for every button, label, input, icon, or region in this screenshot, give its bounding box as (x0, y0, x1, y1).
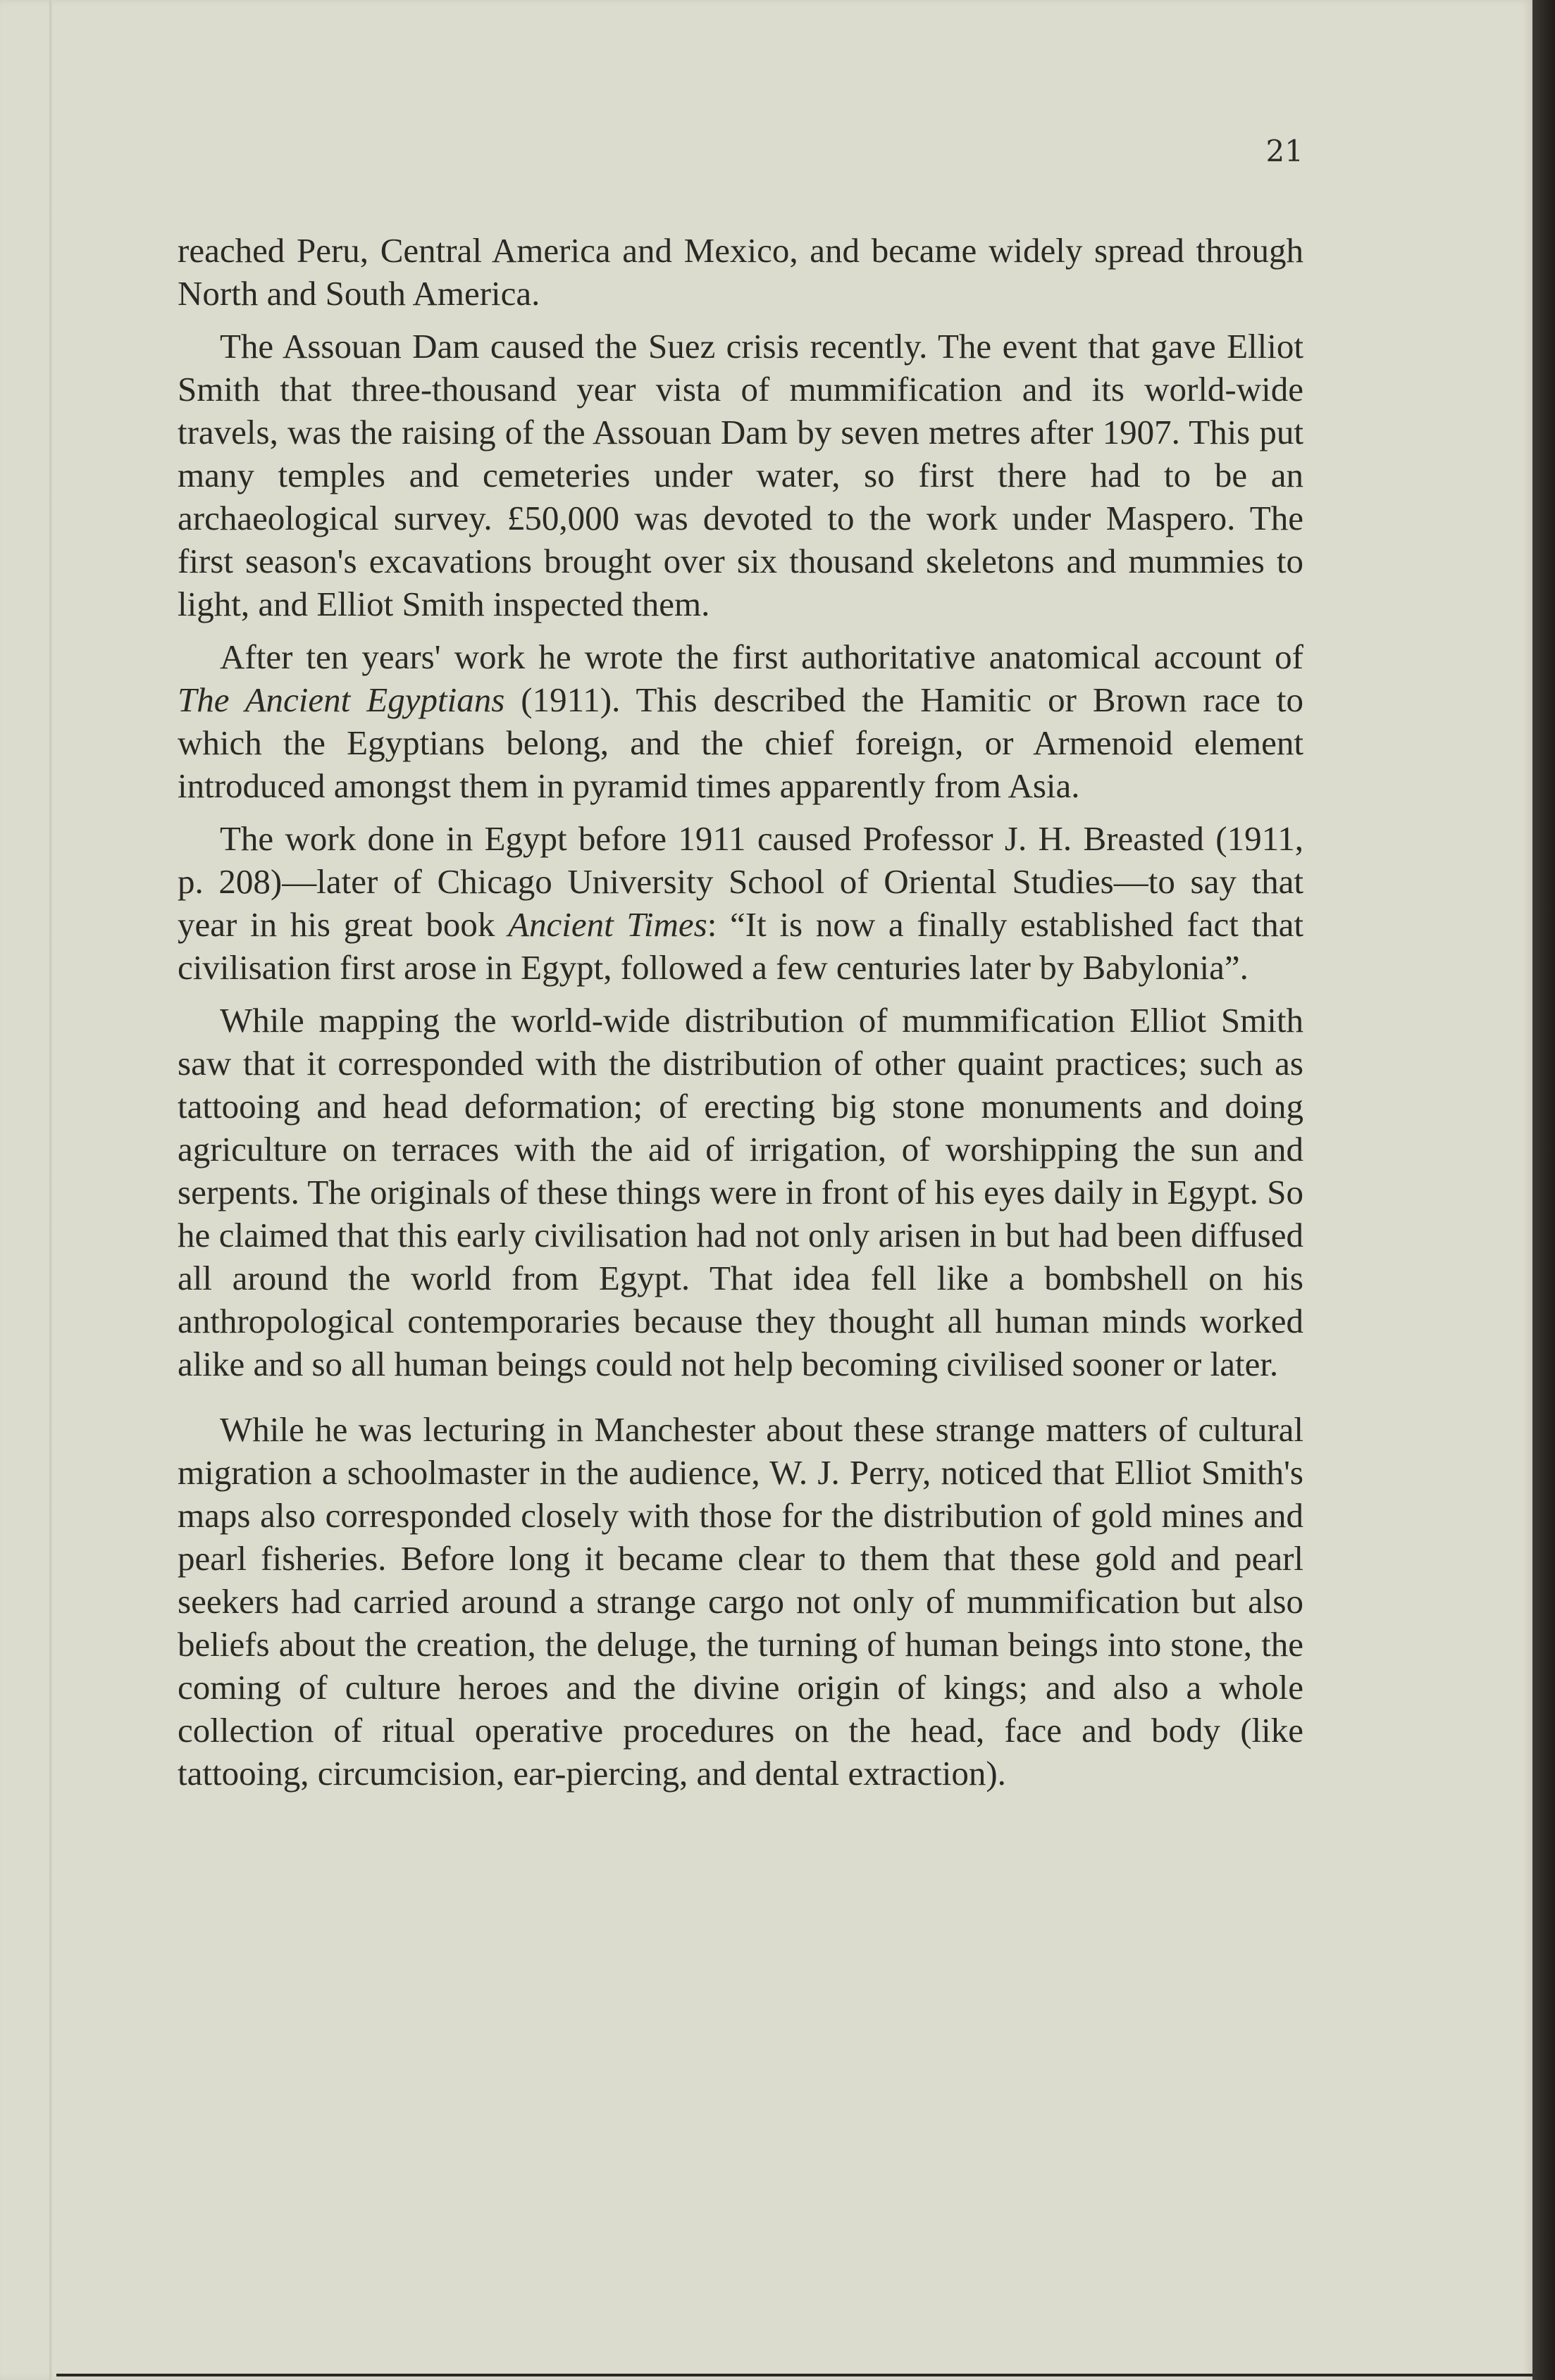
page-bottom-edge (56, 2374, 1532, 2376)
book-title-ancient-times: Ancient Times (508, 905, 707, 944)
paragraph-6: While he was lecturing in Manchester about these strange matters of cultural migration a schoolmaster in the audience, W. J. Perry, noticed that Elliot Smith's maps also corresponded closely with those for the distribution of gold mines and pearl fisheries. Before long it became clear to them that these gold and pearl seekers had carried around a strange cargo not only of mummification but also beliefs about the creation, the deluge, the turning of human beings into stone, the coming of culture heroes and the divine origin of kings; and also a whole collection of ritual operative procedures on the head, face and body (like tattooing, circumcision, ear-piercing, and dental extraction). (178, 1410, 1303, 1793)
paragraph-1: reached Peru, Central America and Mexico, and became widely spread through North and South America. (178, 231, 1303, 313)
book-cover-edge (1532, 0, 1555, 2380)
page-number: 21 (1265, 134, 1303, 168)
book-title-ancient-egyptians: The Ancient Egyptians (178, 680, 505, 719)
page-gutter-edge (49, 0, 52, 2380)
paragraph-4 (178, 817, 1303, 999)
paragraph-5: While mapping the world-wide distribution of mummification Elliot Smith saw that it corresponded with the distribution of other quaint practices; such as tattooing and head deformation; of erecting big stone monuments and doing agriculture on terraces with the aid of irrigation, of worshipping the sun and serpents. The originals of these things were in front of his eyes daily in Egypt. So he claimed that this early civilisation had not only arisen in but had been diffused all around the world from Egypt. That idea fell like a bombshell on his anthropological contemporaries because they thought all human minds worked alike and so all human beings could not help becoming civilised sooner or later. (178, 1001, 1303, 1383)
paragraph-2: The Assouan Dam caused the Suez crisis recently. The event that gave Elliot Smith that three-thousand year vista of mummification and its world-wide travels, was the raising of the Assouan Dam by seven metres after 1907. This put many temples and cemeteries under water, so first there had to be an archaeological survey. £50,000 was devoted to the work under Maspero. The first season's excavations brought over six thousand skeletons and mummies to light, and Elliot Smith inspected them. (178, 327, 1303, 623)
paragraph-4-text-start: The work done in Egypt before 1911 caused Professor J. H. Breasted (1911, p. 208)—later of Chicago University School of Oriental Studies—to say that year in his great book (178, 819, 1303, 944)
paragraph-3 (178, 635, 1303, 817)
paragraph-3-text-end: (1911). This described the Hamitic or Brown race to which the Egyptians belong, and the chief foreign, or Armenoid element introduced amongst them in pyramid times apparently from Asia. (178, 680, 1304, 805)
paragraph-4-text-end: : “It is now a finally established fact that civilisation first arose in Egypt, followed a few centuries later by Babylonia”. (178, 905, 1303, 987)
paragraph-3-text-start: After ten years' work he wrote the first authoritative anatomical account of (220, 637, 1303, 676)
body-text (178, 229, 1303, 1805)
